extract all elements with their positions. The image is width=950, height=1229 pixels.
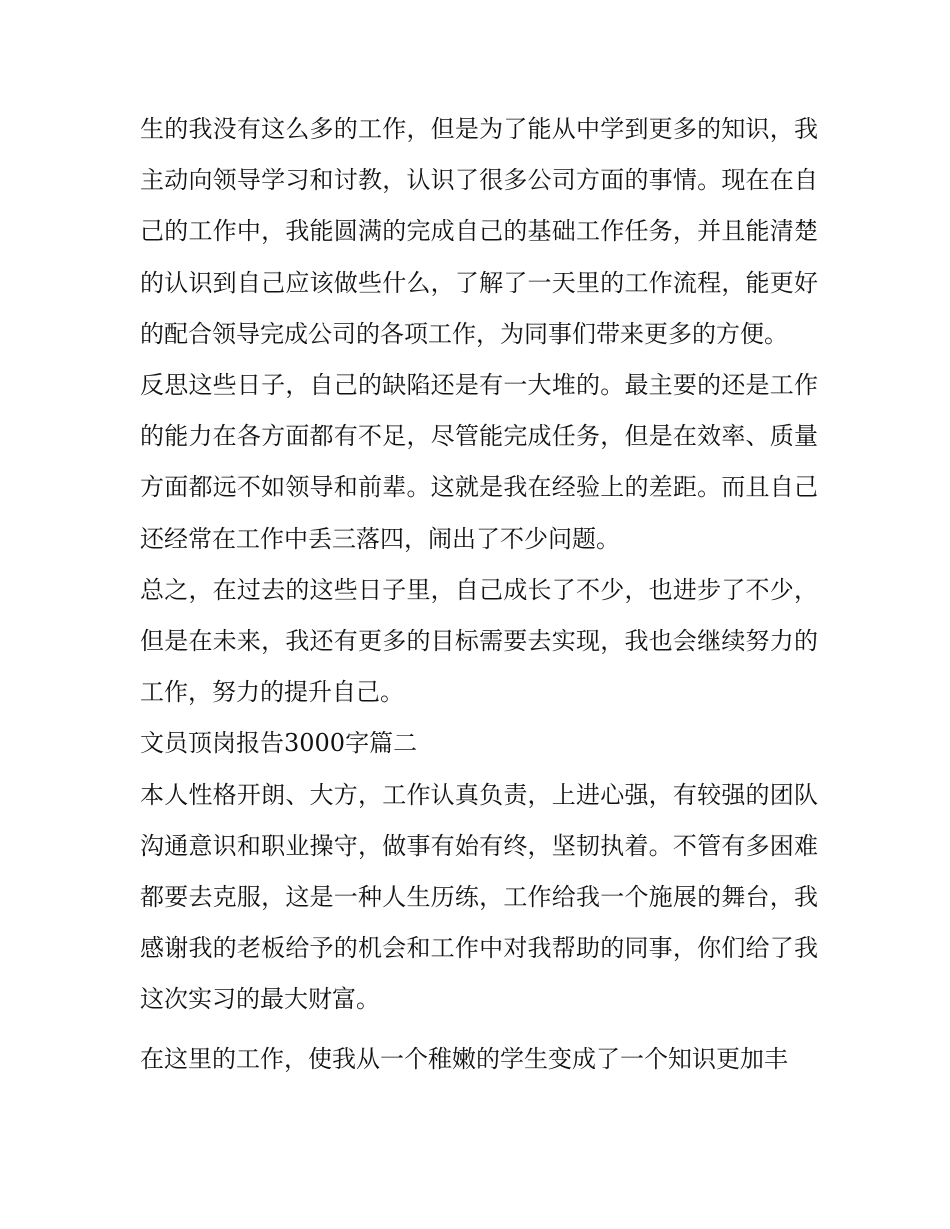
paragraph-2: 反思这些日子，自己的缺陷还是有一大堆的。最主要的还是工作的能力在各方面都有不足，尽管能完成任务，但是在效率、质量方面都远不如领导和前辈。这就是我在经验上的差距。而且自己还经常在工作中丢三落四，闹出了不少问题。 bbox=[140, 371, 818, 553]
paragraph-5: 在这里的工作，使我从一个稚嫩的学生变成了一个知识更加丰 bbox=[140, 1044, 788, 1073]
paragraph-1: 生的我没有这么多的工作，但是为了能从中学到更多的知识，我主动向领导学习和讨教，认识了很多公司方面的事情。现在在自己的工作中，我能圆满的完成自己的基础工作任务，并且能清楚的认识到自己应该做些什么，了解了一天里的工作流程，能更好的配合领导完成公司的各项工作，为同事们带来更多的方便。 bbox=[140, 115, 818, 348]
paragraph-3: 总之，在过去的这些日子里，自己成长了不少，也进步了不少，但是在未来，我还有更多的目标需要去实现，我也会继续努力的工作，努力的提升自己。 bbox=[140, 575, 818, 707]
section-heading: 文员顶岗报告3000字篇二 bbox=[140, 729, 418, 758]
document-body bbox=[140, 104, 818, 1085]
paragraph-4: 本人性格开朗、大方，工作认真负责，上进心强，有较强的团队沟通意识和职业操守，做事有始有终，坚韧执着。不管有多困难都要去克服，这是一种人生历练，工作给我一个施展的舞台，我感谢我的老板给予的机会和工作中对我帮助的同事，你们给了我这次实习的最大财富。 bbox=[140, 780, 818, 1014]
